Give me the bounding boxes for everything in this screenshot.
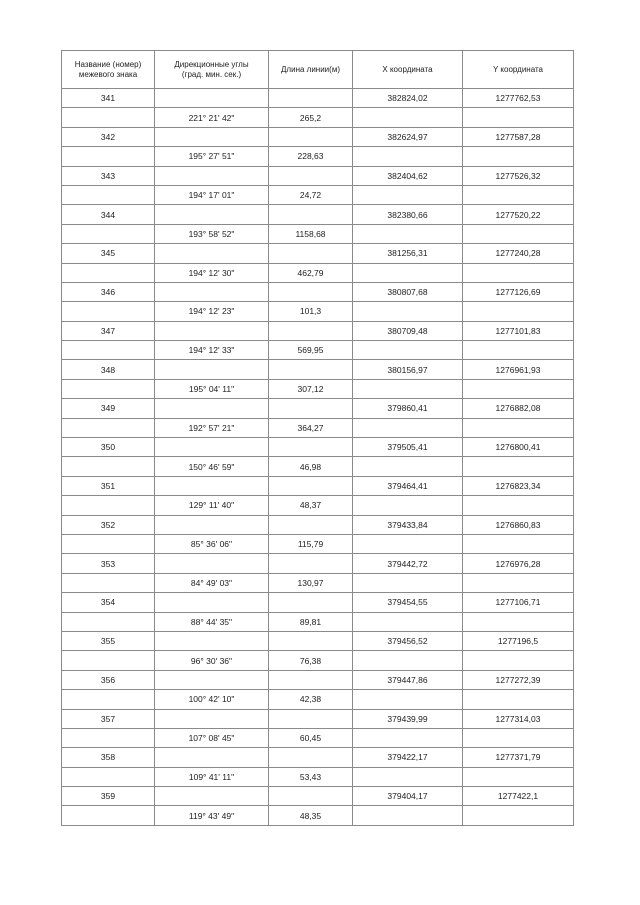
empty-length-cell bbox=[269, 89, 353, 108]
point-name-cell: 359 bbox=[62, 787, 155, 806]
empty-name-cell bbox=[62, 224, 155, 243]
empty-x-cell bbox=[353, 302, 463, 321]
point-name-cell: 348 bbox=[62, 360, 155, 379]
empty-x-cell bbox=[353, 573, 463, 592]
table-row-point bbox=[62, 593, 574, 612]
y-coordinate-cell: 1276882,08 bbox=[463, 399, 574, 418]
table-row-point bbox=[62, 515, 574, 534]
point-name-cell: 358 bbox=[62, 748, 155, 767]
point-name-cell: 345 bbox=[62, 244, 155, 263]
direction-angle-cell: 195° 27' 51" bbox=[155, 147, 269, 166]
point-name-cell: 349 bbox=[62, 399, 155, 418]
table-row-point bbox=[62, 709, 574, 728]
empty-name-cell bbox=[62, 418, 155, 437]
line-length-cell: 364,27 bbox=[269, 418, 353, 437]
empty-y-cell bbox=[463, 612, 574, 631]
empty-y-cell bbox=[463, 379, 574, 398]
empty-angle-cell bbox=[155, 127, 269, 146]
line-length-cell: 101,3 bbox=[269, 302, 353, 321]
line-length-cell: 307,12 bbox=[269, 379, 353, 398]
y-coordinate-cell: 1277126,69 bbox=[463, 282, 574, 301]
table-row-point bbox=[62, 438, 574, 457]
line-length-cell: 48,35 bbox=[269, 806, 353, 825]
table-row-segment bbox=[62, 147, 574, 166]
table-row-segment bbox=[62, 224, 574, 243]
direction-angle-cell: 85° 36' 06" bbox=[155, 534, 269, 553]
empty-y-cell bbox=[463, 263, 574, 282]
empty-name-cell bbox=[62, 690, 155, 709]
x-coordinate-cell: 379439,99 bbox=[353, 709, 463, 728]
empty-angle-cell bbox=[155, 515, 269, 534]
empty-x-cell bbox=[353, 690, 463, 709]
direction-angle-cell: 96° 30' 36" bbox=[155, 651, 269, 670]
empty-y-cell bbox=[463, 108, 574, 127]
empty-x-cell bbox=[353, 108, 463, 127]
table-row-segment bbox=[62, 690, 574, 709]
x-coordinate-cell: 380709,48 bbox=[353, 321, 463, 340]
table-row-segment bbox=[62, 573, 574, 592]
table-row-point bbox=[62, 89, 574, 108]
line-length-cell: 60,45 bbox=[269, 728, 353, 747]
point-name-cell: 350 bbox=[62, 438, 155, 457]
x-coordinate-cell: 380807,68 bbox=[353, 282, 463, 301]
empty-length-cell bbox=[269, 282, 353, 301]
empty-angle-cell bbox=[155, 360, 269, 379]
table-row-point bbox=[62, 787, 574, 806]
x-coordinate-cell: 379442,72 bbox=[353, 554, 463, 573]
empty-angle-cell bbox=[155, 709, 269, 728]
y-coordinate-cell: 1277371,79 bbox=[463, 748, 574, 767]
x-coordinate-cell: 379464,41 bbox=[353, 476, 463, 495]
line-length-cell: 265,2 bbox=[269, 108, 353, 127]
point-name-cell: 357 bbox=[62, 709, 155, 728]
line-length-cell: 115,79 bbox=[269, 534, 353, 553]
x-coordinate-cell: 379454,55 bbox=[353, 593, 463, 612]
direction-angle-cell: 194° 12' 23" bbox=[155, 302, 269, 321]
table-row-point bbox=[62, 244, 574, 263]
empty-x-cell bbox=[353, 651, 463, 670]
empty-y-cell bbox=[463, 573, 574, 592]
empty-length-cell bbox=[269, 360, 353, 379]
point-name-cell: 343 bbox=[62, 166, 155, 185]
table-row-segment bbox=[62, 108, 574, 127]
empty-y-cell bbox=[463, 767, 574, 786]
table-row-segment bbox=[62, 534, 574, 553]
empty-y-cell bbox=[463, 806, 574, 825]
empty-x-cell bbox=[353, 728, 463, 747]
empty-length-cell bbox=[269, 127, 353, 146]
point-name-cell: 341 bbox=[62, 89, 155, 108]
table-row-segment bbox=[62, 651, 574, 670]
empty-name-cell bbox=[62, 651, 155, 670]
empty-y-cell bbox=[463, 302, 574, 321]
x-coordinate-cell: 381256,31 bbox=[353, 244, 463, 263]
point-name-cell: 346 bbox=[62, 282, 155, 301]
direction-angle-cell: 109° 41' 11" bbox=[155, 767, 269, 786]
y-coordinate-cell: 1277101,83 bbox=[463, 321, 574, 340]
y-coordinate-cell: 1277240,28 bbox=[463, 244, 574, 263]
empty-x-cell bbox=[353, 263, 463, 282]
point-name-cell: 347 bbox=[62, 321, 155, 340]
direction-angle-cell: 195° 04' 11" bbox=[155, 379, 269, 398]
empty-name-cell bbox=[62, 108, 155, 127]
x-coordinate-cell: 379433,84 bbox=[353, 515, 463, 534]
direction-angle-cell: 88° 44' 35" bbox=[155, 612, 269, 631]
table-row-point bbox=[62, 282, 574, 301]
table-row-segment bbox=[62, 379, 574, 398]
empty-x-cell bbox=[353, 457, 463, 476]
x-coordinate-cell: 379447,86 bbox=[353, 670, 463, 689]
empty-angle-cell bbox=[155, 89, 269, 108]
table-row-point bbox=[62, 399, 574, 418]
direction-angle-cell: 194° 17' 01" bbox=[155, 185, 269, 204]
empty-angle-cell bbox=[155, 631, 269, 650]
empty-x-cell bbox=[353, 379, 463, 398]
header-direction-angle: Дирекционные углы (град. мин. сек.) bbox=[155, 51, 269, 89]
empty-angle-cell bbox=[155, 166, 269, 185]
empty-name-cell bbox=[62, 457, 155, 476]
direction-angle-cell: 192° 57' 21" bbox=[155, 418, 269, 437]
table-row-segment bbox=[62, 767, 574, 786]
point-name-cell: 351 bbox=[62, 476, 155, 495]
x-coordinate-cell: 379404,17 bbox=[353, 787, 463, 806]
table-row-point bbox=[62, 670, 574, 689]
table-row-segment bbox=[62, 185, 574, 204]
direction-angle-cell: 107° 08' 45" bbox=[155, 728, 269, 747]
x-coordinate-cell: 382624,97 bbox=[353, 127, 463, 146]
line-length-cell: 48,37 bbox=[269, 496, 353, 515]
line-length-cell: 42,38 bbox=[269, 690, 353, 709]
line-length-cell: 46,98 bbox=[269, 457, 353, 476]
table-row-point bbox=[62, 476, 574, 495]
y-coordinate-cell: 1276976,28 bbox=[463, 554, 574, 573]
direction-angle-cell: 100° 42' 10" bbox=[155, 690, 269, 709]
empty-y-cell bbox=[463, 534, 574, 553]
y-coordinate-cell: 1277587,28 bbox=[463, 127, 574, 146]
empty-y-cell bbox=[463, 418, 574, 437]
empty-length-cell bbox=[269, 476, 353, 495]
table-header-row bbox=[62, 51, 574, 89]
empty-name-cell bbox=[62, 302, 155, 321]
table-row-point bbox=[62, 554, 574, 573]
y-coordinate-cell: 1276860,83 bbox=[463, 515, 574, 534]
empty-y-cell bbox=[463, 496, 574, 515]
table-row-point bbox=[62, 631, 574, 650]
empty-angle-cell bbox=[155, 321, 269, 340]
empty-name-cell bbox=[62, 728, 155, 747]
table-row-point bbox=[62, 127, 574, 146]
empty-length-cell bbox=[269, 631, 353, 650]
line-length-cell: 1158,68 bbox=[269, 224, 353, 243]
empty-length-cell bbox=[269, 515, 353, 534]
y-coordinate-cell: 1276961,93 bbox=[463, 360, 574, 379]
empty-angle-cell bbox=[155, 787, 269, 806]
empty-name-cell bbox=[62, 185, 155, 204]
table-row-segment bbox=[62, 806, 574, 825]
y-coordinate-cell: 1277106,71 bbox=[463, 593, 574, 612]
empty-name-cell bbox=[62, 263, 155, 282]
header-x-coordinate: X координата bbox=[353, 51, 463, 89]
header-y-coordinate: Y координата bbox=[463, 51, 574, 89]
y-coordinate-cell: 1277314,03 bbox=[463, 709, 574, 728]
empty-angle-cell bbox=[155, 670, 269, 689]
table-row-segment bbox=[62, 728, 574, 747]
empty-y-cell bbox=[463, 341, 574, 360]
empty-angle-cell bbox=[155, 554, 269, 573]
y-coordinate-cell: 1277272,39 bbox=[463, 670, 574, 689]
empty-y-cell bbox=[463, 185, 574, 204]
empty-name-cell bbox=[62, 496, 155, 515]
line-length-cell: 89,81 bbox=[269, 612, 353, 631]
table-row-point bbox=[62, 360, 574, 379]
x-coordinate-cell: 379505,41 bbox=[353, 438, 463, 457]
empty-length-cell bbox=[269, 321, 353, 340]
empty-length-cell bbox=[269, 166, 353, 185]
empty-x-cell bbox=[353, 147, 463, 166]
point-name-cell: 354 bbox=[62, 593, 155, 612]
empty-y-cell bbox=[463, 690, 574, 709]
empty-x-cell bbox=[353, 418, 463, 437]
empty-name-cell bbox=[62, 767, 155, 786]
direction-angle-cell: 150° 46' 59" bbox=[155, 457, 269, 476]
direction-angle-cell: 193° 58' 52" bbox=[155, 224, 269, 243]
coordinates-table bbox=[61, 50, 574, 826]
empty-name-cell bbox=[62, 341, 155, 360]
empty-length-cell bbox=[269, 438, 353, 457]
line-length-cell: 24,72 bbox=[269, 185, 353, 204]
table-body bbox=[62, 89, 574, 826]
x-coordinate-cell: 379860,41 bbox=[353, 399, 463, 418]
table-row-point bbox=[62, 205, 574, 224]
empty-length-cell bbox=[269, 205, 353, 224]
empty-name-cell bbox=[62, 534, 155, 553]
header-line-length: Длина линии(м) bbox=[269, 51, 353, 89]
table-row-segment bbox=[62, 457, 574, 476]
direction-angle-cell: 221° 21' 42" bbox=[155, 108, 269, 127]
line-length-cell: 462,79 bbox=[269, 263, 353, 282]
point-name-cell: 355 bbox=[62, 631, 155, 650]
empty-angle-cell bbox=[155, 399, 269, 418]
empty-length-cell bbox=[269, 787, 353, 806]
table-row-segment bbox=[62, 612, 574, 631]
empty-x-cell bbox=[353, 767, 463, 786]
empty-name-cell bbox=[62, 806, 155, 825]
x-coordinate-cell: 379456,52 bbox=[353, 631, 463, 650]
table-row-segment bbox=[62, 496, 574, 515]
empty-y-cell bbox=[463, 224, 574, 243]
line-length-cell: 569,95 bbox=[269, 341, 353, 360]
empty-y-cell bbox=[463, 147, 574, 166]
point-name-cell: 356 bbox=[62, 670, 155, 689]
direction-angle-cell: 129° 11' 40" bbox=[155, 496, 269, 515]
direction-angle-cell: 194° 12' 33" bbox=[155, 341, 269, 360]
empty-length-cell bbox=[269, 748, 353, 767]
empty-length-cell bbox=[269, 399, 353, 418]
table-row-segment bbox=[62, 418, 574, 437]
x-coordinate-cell: 382824,02 bbox=[353, 89, 463, 108]
x-coordinate-cell: 380156,97 bbox=[353, 360, 463, 379]
empty-angle-cell bbox=[155, 748, 269, 767]
line-length-cell: 228,63 bbox=[269, 147, 353, 166]
empty-angle-cell bbox=[155, 205, 269, 224]
empty-angle-cell bbox=[155, 438, 269, 457]
empty-y-cell bbox=[463, 651, 574, 670]
y-coordinate-cell: 1276800,41 bbox=[463, 438, 574, 457]
empty-name-cell bbox=[62, 379, 155, 398]
table-row-point bbox=[62, 166, 574, 185]
y-coordinate-cell: 1277520,22 bbox=[463, 205, 574, 224]
y-coordinate-cell: 1277196,5 bbox=[463, 631, 574, 650]
table-row-segment bbox=[62, 341, 574, 360]
direction-angle-cell: 194° 12' 30" bbox=[155, 263, 269, 282]
line-length-cell: 53,43 bbox=[269, 767, 353, 786]
line-length-cell: 130,97 bbox=[269, 573, 353, 592]
table-row-point bbox=[62, 321, 574, 340]
empty-name-cell bbox=[62, 147, 155, 166]
empty-x-cell bbox=[353, 612, 463, 631]
x-coordinate-cell: 379422,17 bbox=[353, 748, 463, 767]
empty-angle-cell bbox=[155, 282, 269, 301]
empty-angle-cell bbox=[155, 476, 269, 495]
y-coordinate-cell: 1277526,32 bbox=[463, 166, 574, 185]
table-row-point bbox=[62, 748, 574, 767]
point-name-cell: 342 bbox=[62, 127, 155, 146]
y-coordinate-cell: 1277422,1 bbox=[463, 787, 574, 806]
y-coordinate-cell: 1277762,53 bbox=[463, 89, 574, 108]
point-name-cell: 353 bbox=[62, 554, 155, 573]
empty-y-cell bbox=[463, 728, 574, 747]
empty-name-cell bbox=[62, 573, 155, 592]
point-name-cell: 352 bbox=[62, 515, 155, 534]
empty-x-cell bbox=[353, 534, 463, 553]
line-length-cell: 76,38 bbox=[269, 651, 353, 670]
empty-name-cell bbox=[62, 612, 155, 631]
empty-length-cell bbox=[269, 593, 353, 612]
table-row-segment bbox=[62, 302, 574, 321]
empty-x-cell bbox=[353, 341, 463, 360]
direction-angle-cell: 119° 43' 49" bbox=[155, 806, 269, 825]
empty-length-cell bbox=[269, 554, 353, 573]
empty-angle-cell bbox=[155, 593, 269, 612]
direction-angle-cell: 84° 49' 03" bbox=[155, 573, 269, 592]
empty-x-cell bbox=[353, 806, 463, 825]
empty-length-cell bbox=[269, 670, 353, 689]
y-coordinate-cell: 1276823,34 bbox=[463, 476, 574, 495]
point-name-cell: 344 bbox=[62, 205, 155, 224]
x-coordinate-cell: 382380,66 bbox=[353, 205, 463, 224]
empty-length-cell bbox=[269, 709, 353, 728]
empty-y-cell bbox=[463, 457, 574, 476]
table-row-segment bbox=[62, 263, 574, 282]
empty-x-cell bbox=[353, 496, 463, 515]
empty-length-cell bbox=[269, 244, 353, 263]
empty-x-cell bbox=[353, 185, 463, 204]
x-coordinate-cell: 382404,62 bbox=[353, 166, 463, 185]
empty-angle-cell bbox=[155, 244, 269, 263]
header-point-name: Название (номер) межевого знака bbox=[62, 51, 155, 89]
empty-x-cell bbox=[353, 224, 463, 243]
